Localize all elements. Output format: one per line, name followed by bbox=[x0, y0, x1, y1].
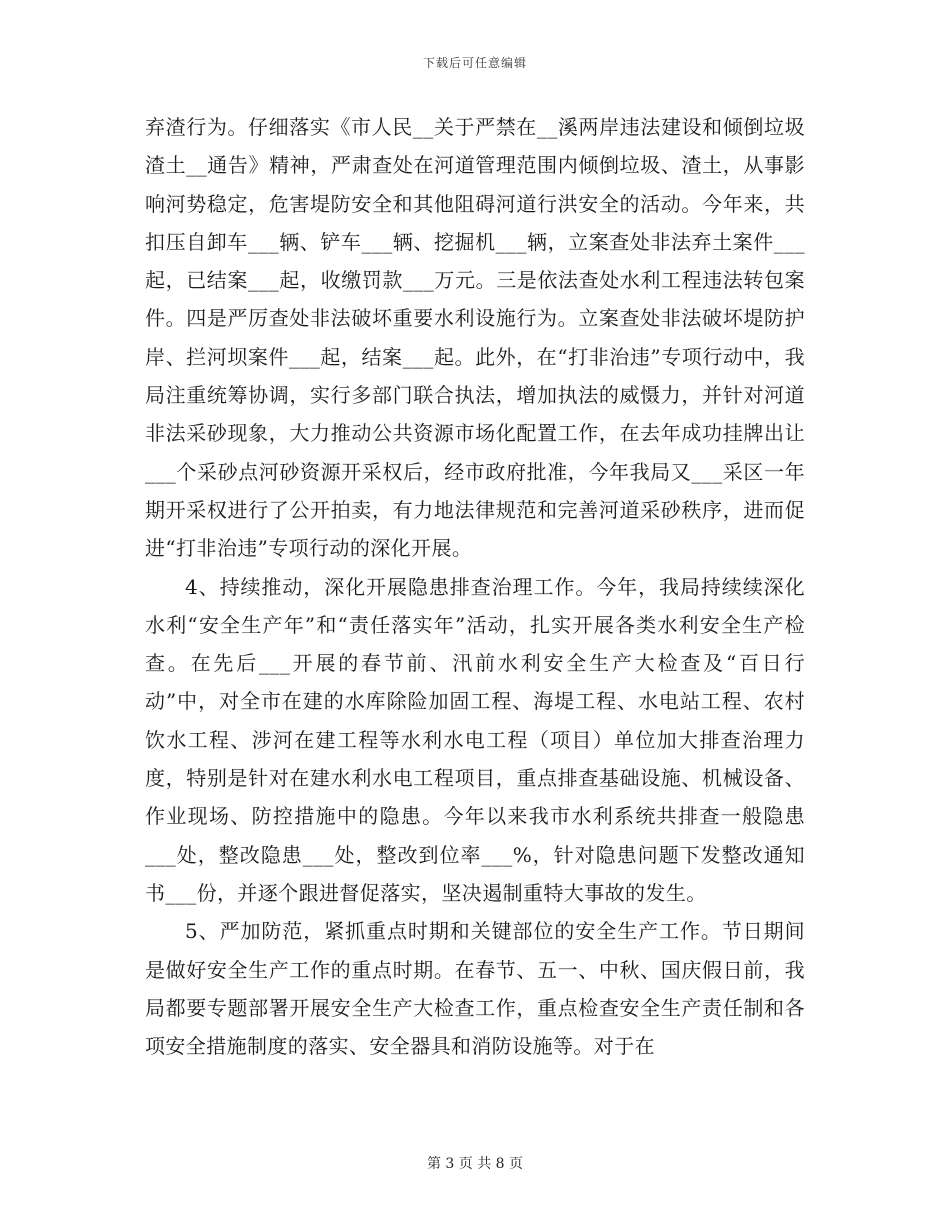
paragraph-item-5: 5、严加防范，紧抓重点时期和关键部位的安全生产工作。节日期间是做好安全生产工作的重点时期。在春节、五一、中秋、国庆假日前，我局都要专题部署开展安全生产大检查工作，重点检查安全生产责任制和各项安全措施制度的落实、安全器具和消防设施等。对于在 bbox=[145, 919, 805, 1059]
page-number: 第 3 页 共 8 页 bbox=[426, 1156, 524, 1172]
page-header-note: 下载后可任意编辑 bbox=[422, 56, 527, 70]
paragraph-continuation: 弃渣行为。仔细落实《市人民__关于严禁在__溪两岸违法建设和倾倒垃圾渣土__通告》精神，严肃查处在河道管理范围内倾倒垃圾、渣土，从事影响河势稳定，危害堤防安全和其他阻碍河道行洪安全的活动。今年来，共扣压自卸车___辆、铲车___辆、挖掘机___辆，立案查处非法弃土案件___起，已结案___起，收缴罚款___万元。三是依法查处水利工程违法转包案件。四是严厉查处非法破坏重要水利设施行为。立案查处非法破坏堤防护岸、拦河坝案件___起，结案___起。此外，在“打非治违”专项行动中，我局注重统筹协调，实行多部门联合执法，增加执法的威慑力，并针对河道非法采砂现象，大力推动公共资源市场化配置工作，在去年成功挂牌出让___个采砂点河砂资源开采权后，经市政府批准，今年我局又___采区一年期开采权进行了公开拍卖，有力地法律规范和完善河道采砂秩序，进而促进“打非治违”专项行动的深化开展。 bbox=[145, 115, 805, 561]
paragraph-item-4: 4、持续推动，深化开展隐患排查治理工作。今年，我局持续续深化水利“安全生产年”和“责任落实年”活动，扎实开展各类水利安全生产检查。在先后___开展的春节前、汛前水利安全生产大检查及“百日行动”中，对全市在建的水库除险加固工程、海堤工程、水电站工程、农村饮水工程、涉河在建工程等水利水电工程（项目）单位加大排查治理力度，特别是针对在建水利水电工程项目，重点排查基础设施、机械设备、作业现场、防控措施中的隐患。今年以来我市水利系统共排查一般隐患___处，整改隐患___处，整改到位率___%，针对隐患问题下发整改通知书___份，并逐个跟进督促落实，坚决遏制重特大事故的发生。 bbox=[145, 574, 805, 905]
document-body bbox=[145, 108, 805, 1065]
